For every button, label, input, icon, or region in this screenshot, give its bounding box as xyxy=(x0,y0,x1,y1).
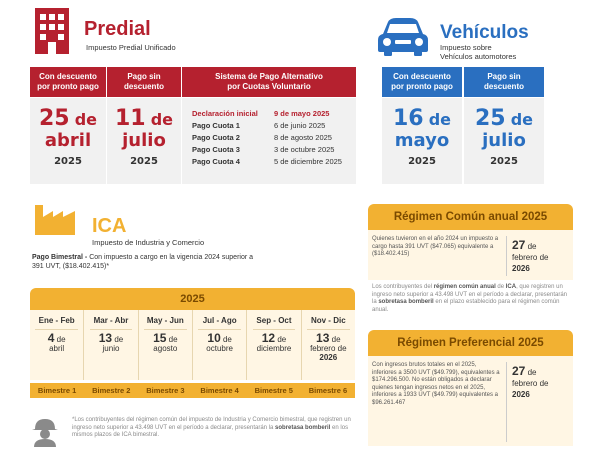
predial-date1-month: abril xyxy=(44,130,92,151)
divider xyxy=(35,329,78,330)
divider xyxy=(198,329,241,330)
vehiculos-date2-year: 2025 xyxy=(490,156,518,167)
ica-pago-text: Con impuesto a cargo en la vigencia 2024 superior a 391 UVT, ($18.402.415)* xyxy=(32,254,254,270)
predial-date2-de: de xyxy=(150,110,174,129)
cuota-row: Pago Cuota 1 6 de junio 2025 xyxy=(192,121,326,130)
ica-bimestres-row xyxy=(30,383,355,398)
vehiculos-section xyxy=(370,0,600,190)
divider xyxy=(144,329,187,330)
ica-footnote: *Los contribuyentes del régimen común del impuesto de Industria y Comercio bimestral, que registren un ingreso neto superior a 43.498 UVT en el período a declarar, presentarán la sobretasa bomberil en los mismos plazos de ICA bimestral. xyxy=(72,417,351,438)
vehiculos-date2-cell xyxy=(464,98,544,184)
regimen-comun-body xyxy=(368,230,573,280)
ica-period-range: May - Jun xyxy=(146,316,184,325)
ica-period-date: 12 de diciembre xyxy=(256,331,292,353)
divider xyxy=(253,329,296,330)
vehiculos-date1-month: mayo xyxy=(394,130,450,151)
vehiculos-date1-day: 16 xyxy=(392,106,424,131)
predial-date1-year: 2025 xyxy=(54,156,82,167)
predial-date2-year: 2025 xyxy=(130,156,158,167)
ica-section xyxy=(0,195,360,455)
ica-period-column xyxy=(247,310,301,380)
vehiculos-header-nodiscount: Pago sin descuento xyxy=(464,67,544,97)
ica-bimestre-label: Bimestre 6 xyxy=(308,386,348,395)
regimen-comun-header xyxy=(368,204,573,230)
divider xyxy=(90,329,133,330)
predial-date1-de: de xyxy=(74,110,98,129)
predial-subtitle: Impuesto Predial Unificado xyxy=(86,43,176,52)
ica-period-date: 4 de abril xyxy=(47,331,66,353)
ica-year: 2025 xyxy=(180,293,205,305)
divider xyxy=(506,362,507,442)
predial-date2-day: 11 xyxy=(114,106,146,131)
ica-period-column xyxy=(302,310,355,380)
vehiculos-date1-de: de xyxy=(428,110,452,129)
regimen-comun-date: 27 de febrero de 2026 xyxy=(512,238,549,273)
ica-title: ICA xyxy=(92,215,127,237)
predial-date2-month: julio xyxy=(122,130,166,151)
regimen-pref-header xyxy=(368,330,573,356)
building-icon xyxy=(35,8,69,54)
vehiculos-subtitle-1: Impuesto sobre xyxy=(440,43,492,52)
predial-cuotas-cell xyxy=(182,98,356,184)
ica-pago-label: Pago Bimestral - xyxy=(32,254,88,261)
regimen-comun-note: Los contribuyentes del régimen común anual de ICA, que registren un ingreso neto superior a 43.498 UVT en el período a declarar, presentarán la sobretasa bomberil en el plazo establecido para el régimen común anual. xyxy=(372,284,568,313)
ica-bimestre-label: Bimestre 2 xyxy=(92,386,131,395)
cuota-row: Pago Cuota 4 5 de diciembre 2025 xyxy=(192,157,342,166)
ica-bimestre-label: Bimestre 4 xyxy=(200,386,239,395)
ica-period-column xyxy=(139,310,193,380)
vehiculos-date2-month: julio xyxy=(482,130,526,151)
ica-period-range: Ene - Feb xyxy=(38,316,75,325)
predial-date1-cell xyxy=(30,98,106,184)
ica-period-range: Jul - Ago xyxy=(202,316,237,325)
vehiculos-subtitle-2: Vehículos automotores xyxy=(440,52,517,61)
regimen-comun-text: Quienes tuvieron en el año 2024 un impuesto a cargo hasta 391 UVT ($47.065) equivalente a ($18.402.415) xyxy=(372,236,499,257)
divider xyxy=(307,329,350,330)
regimen-pref-title: Régimen Preferencial 2025 xyxy=(397,337,544,349)
ica-period-range: Mar - Abr xyxy=(93,316,129,325)
regimen-pref-section xyxy=(368,330,573,450)
regimen-pref-body xyxy=(368,356,573,446)
cuota-row: Pago Cuota 2 8 de agosto 2025 xyxy=(192,133,332,142)
predial-date2-cell xyxy=(107,98,181,184)
predial-section xyxy=(0,0,360,190)
divider xyxy=(506,236,507,276)
ica-period-range: Sep - Oct xyxy=(256,316,292,325)
ica-periods-row xyxy=(30,310,355,380)
vehiculos-date2-day: 25 xyxy=(474,106,506,131)
regimen-comun-section xyxy=(368,204,573,324)
ica-period-column xyxy=(84,310,138,380)
regimen-pref-date: 27 de febrero de 2026 xyxy=(512,364,549,399)
regimen-comun-title: Régimen Común anual 2025 xyxy=(393,211,548,223)
vehiculos-date1-year: 2025 xyxy=(408,156,436,167)
car-icon xyxy=(378,18,428,56)
ica-period-range: Nov - Dic xyxy=(310,316,346,325)
predial-header-discount: Con descuento por pronto pago xyxy=(30,67,106,97)
ica-subtitle: Impuesto de Industria y Comercio xyxy=(92,238,205,247)
ica-period-column xyxy=(30,310,84,380)
ica-period-date: 13 de febrero de 2026 xyxy=(310,331,347,362)
cuota-row: Declaración inicial 9 de mayo 2025 xyxy=(192,109,330,118)
ica-period-date: 13 de junio xyxy=(98,331,124,353)
ica-period-column xyxy=(193,310,247,380)
predial-header-nodiscount: Pago sin descuento xyxy=(107,67,181,97)
vehiculos-date1-cell xyxy=(382,98,462,184)
predial-date1-day: 25 xyxy=(38,106,70,131)
firefighter-icon xyxy=(30,417,60,447)
ica-bimestre-label: Bimestre 3 xyxy=(146,386,185,395)
predial-header-cuotas: Sistema de Pago Alternativo por Cuotas Voluntario xyxy=(182,67,356,97)
vehiculos-date2-de: de xyxy=(510,110,534,129)
regimen-pref-text: Con ingresos brutos totales en el 2025, inferiores a 3500 UVT ($49.799), equivalentes a $174.296.500. No están obligados a declarar quienes tengan ingresos netos en el 2025, inferiores a 1933 UVT ($49.799) equivalentes a $96.261.467 xyxy=(372,362,500,406)
ica-bimestre-label: Bimestre 5 xyxy=(254,386,293,395)
vehiculos-title: Vehículos xyxy=(440,22,529,43)
predial-title: Predial xyxy=(84,18,151,40)
factory-icon xyxy=(35,205,75,235)
ica-period-date: 10 de octubre xyxy=(206,331,233,353)
ica-period-date: 15 de agosto xyxy=(153,331,178,353)
vehiculos-header-discount: Con descuento por pronto pago xyxy=(382,67,462,97)
ica-bimestre-label: Bimestre 1 xyxy=(37,386,77,395)
ica-pago-bimestral xyxy=(32,253,262,271)
cuota-row: Pago Cuota 3 3 de octubre 2025 xyxy=(192,145,335,154)
ica-year-header xyxy=(30,288,355,310)
